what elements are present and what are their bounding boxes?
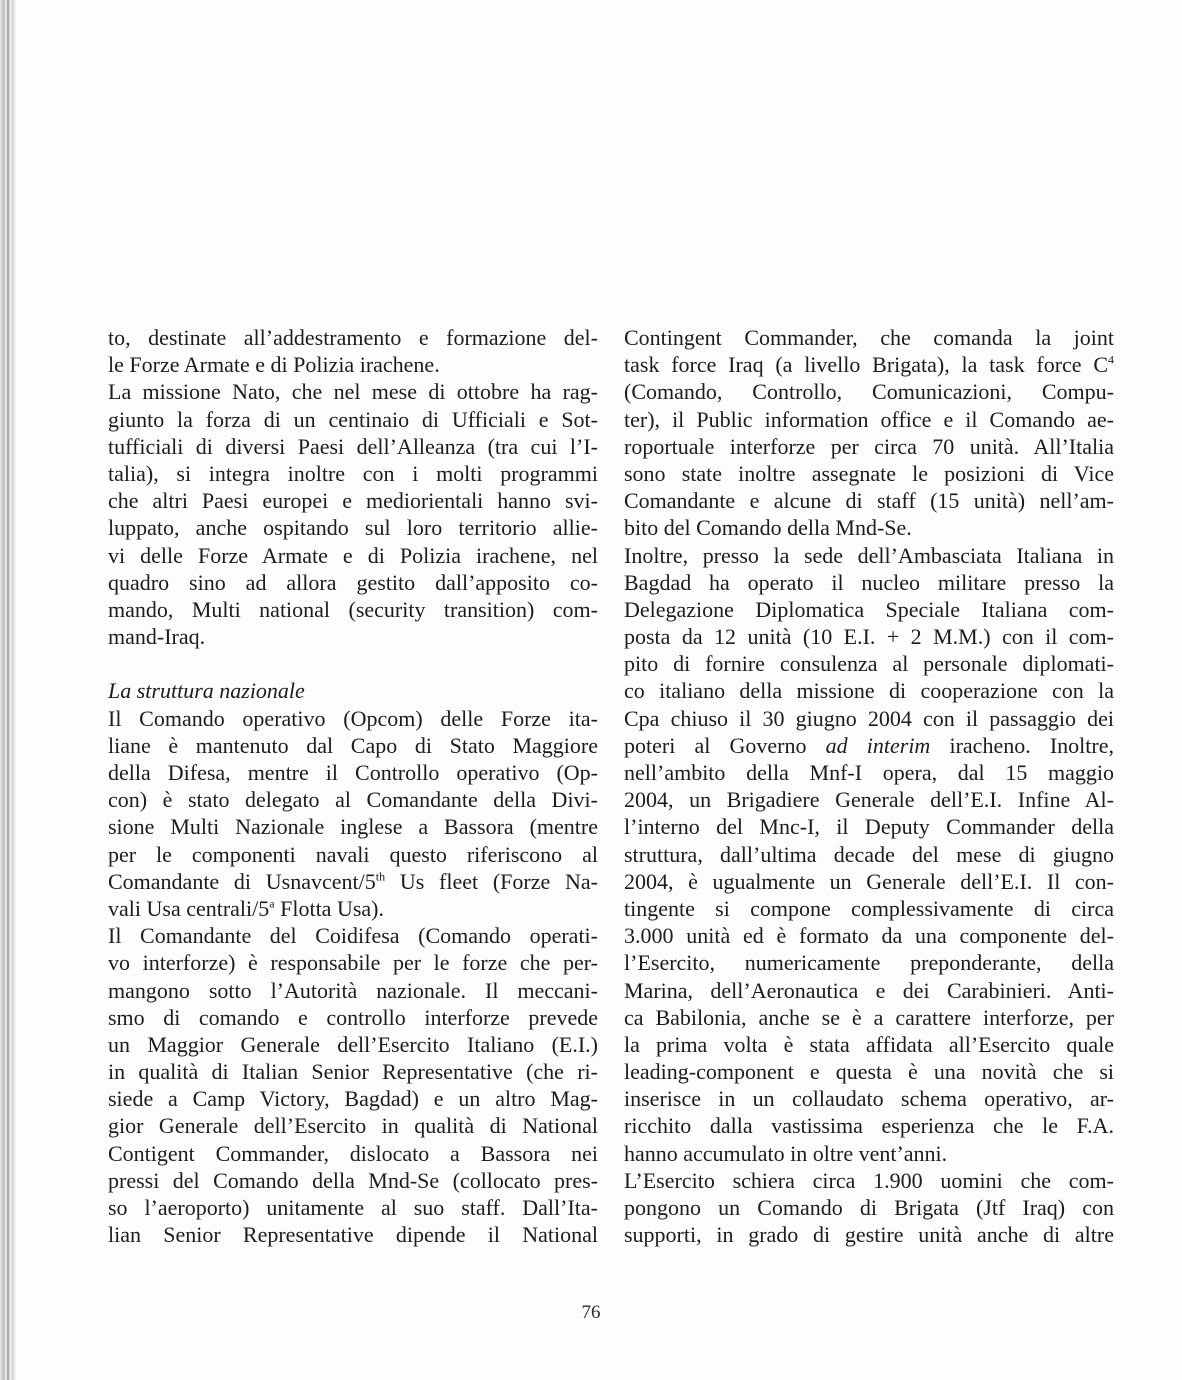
text-line: 2004, è ugualmente un Generale dell’E.I. Il con- <box>624 868 1114 894</box>
text-line: pressi del Comando della Mnd-Se (collocato pres- <box>108 1167 598 1193</box>
text-line: le Forze Armate e di Polizia irachene. <box>108 352 440 378</box>
text-line: giunto la forza di un centinaio di Ufficiali e Sot- <box>108 406 598 432</box>
text-line: L’Esercito schiera circa 1.900 uomini che com- <box>624 1167 1114 1193</box>
text-line: vo interforze) è responsabile per le forze che per- <box>108 950 598 976</box>
text-line: liane è mantenuto dal Capo di Stato Maggiore <box>108 732 598 758</box>
text-line: siede a Camp Victory, Bagdad) e un altro Mag- <box>108 1086 598 1112</box>
text-line <box>108 650 598 677</box>
text-line: La missione Nato, che nel mese di ottobre ha rag- <box>108 379 598 405</box>
section-heading: La struttura nazionale <box>108 678 305 704</box>
text-line: Comandante di Usnavcent/5th Us fleet (Forze Na- <box>108 868 598 894</box>
text-line: l’interno del Mnc-I, il Deputy Commander della <box>624 814 1114 840</box>
text-line: vali Usa centrali/5$^a$ Flotta Usa). <box>108 895 384 921</box>
text-line: della Difesa, mentre il Controllo operativo (Op- <box>108 760 598 785</box>
text-line: pito di fornire consulenza al personale diplomati- <box>624 651 1114 677</box>
text-line: roportuale interforze per circa 70 unità. All’Italia <box>624 433 1114 459</box>
text-line: struttura, dall’ultima decade del mese di giugno <box>624 841 1114 867</box>
text-line: 2004, un Brigadiere Generale dell’E.I. Infine Al- <box>624 787 1114 813</box>
text-line: task force Iraq (a livello Brigata), la task force $C^4$ <box>624 352 1114 378</box>
text-line: ter), il Public information office e il Comando ae- <box>624 406 1114 432</box>
text-line: la prima volta è stata affidata all’Esercito quale <box>624 1031 1114 1057</box>
page-number: 76 <box>581 1302 601 1323</box>
text-line: posta da 12 unità (10 E.I. + 2 M.M.) con il com- <box>624 624 1114 650</box>
right-text-column <box>624 324 1114 1248</box>
text-line: Inoltre, presso la sede dell’Ambasciata Italiana in <box>624 542 1114 568</box>
text-line: gior Generale dell’Esercito in qualità di National <box>108 1113 598 1139</box>
text-line: leading-component e questa è una novità che si <box>624 1059 1114 1085</box>
text-line: quadro sino ad allora gestito dall’apposito co- <box>108 569 598 595</box>
text-line: sione Multi Nazionale inglese a Bassora (mentre <box>108 814 598 840</box>
text-line: tufficiali di diversi Paesi dell’Alleanza (tra cui l’I- <box>108 433 598 459</box>
text-line: lian Senior Representative dipende il National <box>108 1222 598 1248</box>
text-line: Contigent Commander, dislocato a Bassora nei <box>108 1140 598 1166</box>
text-line: per le componenti navali questo riferiscono al <box>108 841 598 867</box>
text-line: luppato, anche ospitando sul loro territorio allie- <box>108 515 598 541</box>
text-line: sono state inoltre assegnate le posizioni di Vice <box>624 460 1114 486</box>
text-line: con) è stato delegato al Comandante della Divi- <box>108 787 598 813</box>
text-line: mando, Multi national (security transition) com- <box>108 596 598 622</box>
text-line: (Comando, Controllo, Comunicazioni, Compu- <box>624 379 1114 405</box>
text-line: Il Comandante del Coidifesa (Comando operati- <box>108 923 598 949</box>
text-line: inserisce in un collaudato schema operativo, ar- <box>624 1086 1114 1112</box>
text-line: Bagdad ha operato il nucleo militare presso la <box>624 569 1114 595</box>
page-binding-edge <box>0 0 16 1380</box>
text-line: che altri Paesi europei e mediorientali hanno svi- <box>108 488 598 514</box>
text-line: smo di comando e controllo interforze prevede <box>108 1004 598 1030</box>
left-text-column <box>108 324 598 1248</box>
text-line: Marina, dell’Aeronautica e dei Carabinieri. Anti- <box>624 977 1114 1003</box>
text-line: vi delle Forze Armate e di Polizia irachene, nel <box>108 542 598 568</box>
text-line: tingente si compone complessivamente di circa <box>624 895 1114 921</box>
text-line: pongono un Comando di Brigata (Jtf Iraq) con <box>624 1195 1114 1220</box>
text-line: to, destinate all’addestramento e formazione del- <box>108 325 598 350</box>
text-line: Contingent Commander, che comanda la joint <box>624 325 1114 350</box>
text-line: l’Esercito, numericamente preponderante, della <box>624 950 1114 976</box>
text-line: hanno accumulato in oltre vent’anni. <box>624 1140 948 1166</box>
text-line: so l’aeroporto) unitamente al suo staff. Dall’Ita- <box>108 1195 598 1220</box>
text-line: nell’ambito della Mnf-I opera, dal 15 maggio <box>624 760 1114 785</box>
text-line: un Maggior Generale dell’Esercito Italiano (E.I.) <box>108 1031 598 1057</box>
text-line: ricchito dalla vastissima esperienza che le F.A. <box>624 1113 1114 1139</box>
text-line: Delegazione Diplomatica Speciale Italiana com- <box>624 596 1114 622</box>
text-line: Comandante e alcune di staff (15 unità) nell’am- <box>624 488 1114 514</box>
text-line: Il Comando operativo (Opcom) delle Forze ita- <box>108 705 598 731</box>
text-line: talia), si integra inoltre con i molti programmi <box>108 460 598 486</box>
text-line: bito del Comando della Mnd-Se. <box>624 515 912 541</box>
text-line: co italiano della missione di cooperazione con la <box>624 678 1114 704</box>
text-line: mangono sotto l’Autorità nazionale. Il meccani- <box>108 977 598 1003</box>
text-line: mand-Iraq. <box>108 624 206 650</box>
text-line: 3.000 unità ed è formato da una componente del- <box>624 923 1114 949</box>
text-line: ca Babilonia, anche se è a carattere interforze, per <box>624 1004 1114 1030</box>
text-line: Cpa chiuso il 30 giugno 2004 con il passaggio dei <box>624 705 1114 731</box>
text-line: poteri al Governo ad interim iracheno. Inoltre, <box>624 732 1114 758</box>
text-line: supporti, in grado di gestire unità anche di altre <box>624 1222 1114 1248</box>
text-line: in qualità di Italian Senior Representative (che ri- <box>108 1059 598 1085</box>
